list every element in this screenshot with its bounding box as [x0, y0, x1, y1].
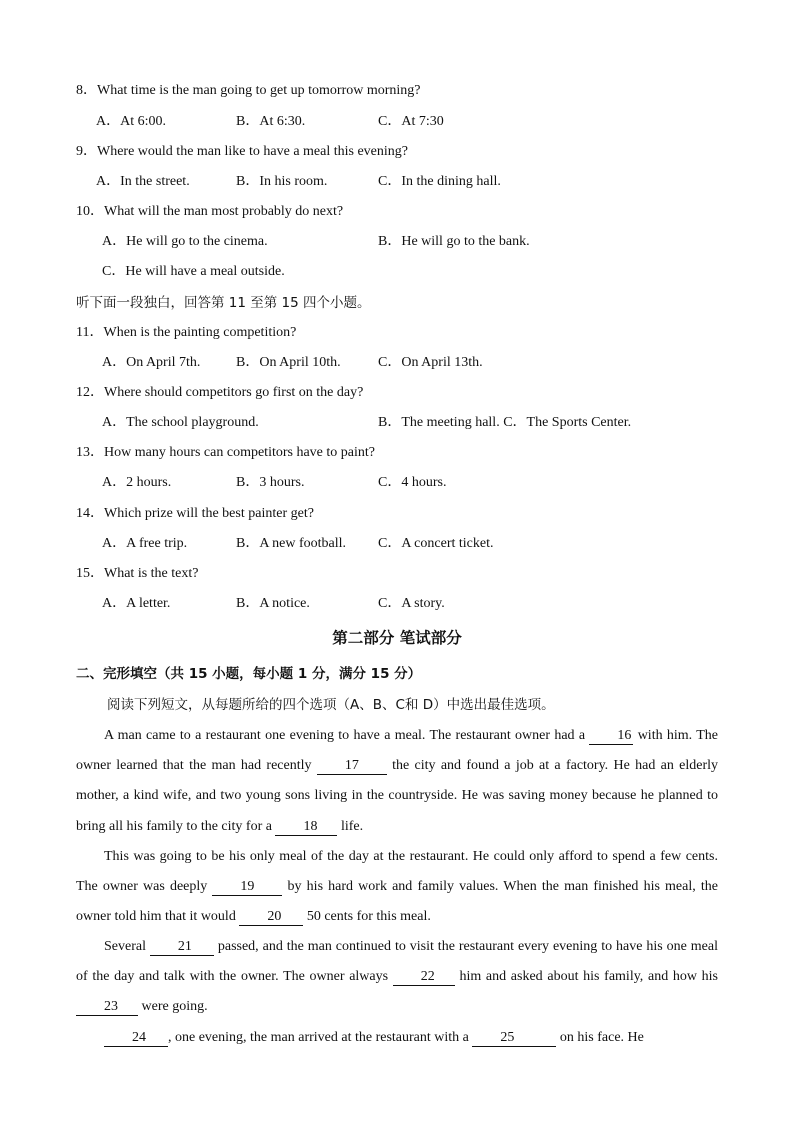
paragraph-text: with him. The owner learned that the man had recently	[76, 728, 718, 774]
question-11-stem: 11．When is the painting competition?	[76, 325, 297, 340]
question-14-option-c: C．A concert ticket.	[378, 536, 494, 551]
listening-instruction: 听下面一段独白，回答第 11 至第 15 四个小题。	[76, 295, 371, 311]
paragraph-text: This was going to be his only meal of the day at the restaurant. He could only afford to spend a few cents. The owner was deeply	[76, 849, 718, 895]
paragraph-text: Several	[104, 939, 146, 954]
question-8-option-c: C．At 7:30	[378, 114, 444, 129]
paragraph-text: life.	[337, 818, 364, 834]
question-10-stem: 10．What will the man most probably do next?	[76, 204, 344, 219]
paragraph-text: were going.	[138, 999, 208, 1015]
question-11-option-a: A．On April 7th.	[102, 355, 201, 370]
question-9-option-b: B．In his room.	[236, 174, 328, 189]
question-11-option-c: C．On April 13th.	[378, 355, 483, 370]
paragraph-text: by his hard work and family values. When the man finished his meal, the owner told him that it would	[76, 879, 718, 925]
question-15-option-c: C．A story.	[378, 596, 445, 611]
question-12-stem: 12．Where should competitors go first on the day?	[76, 385, 364, 400]
passage-paragraph-1	[76, 721, 718, 842]
paragraph-text: A man came to a restaurant one evening to have a meal. The restaurant owner had a	[104, 728, 586, 743]
question-13-option-b: B．3 hours.	[236, 475, 305, 490]
question-13-stem: 13．How many hours can competitors have to paint?	[76, 445, 375, 460]
blank-23: 23	[76, 999, 138, 1016]
question-13-option-c: C．4 hours.	[378, 475, 447, 490]
paragraph-text: him and asked about his family, and how his	[454, 969, 718, 985]
question-8-stem: 8．What time is the man going to get up tomorrow morning?	[76, 83, 421, 98]
blank-24: 24	[104, 1030, 168, 1047]
question-11-option-b: B．On April 10th.	[236, 355, 341, 370]
question-12-option-bc: B．The meeting hall. C．The Sports Center.	[378, 415, 632, 430]
question-15-stem: 15．What is the text?	[76, 566, 199, 581]
question-8-option-a: A．At 6:00.	[96, 114, 166, 129]
cloze-directions: 阅读下列短文，从每题所给的四个选项（A、B、C和 D）中选出最佳选项。	[107, 697, 555, 713]
paragraph-text: passed, and the man continued to visit the restaurant every evening to have his one meal of the day and talk with the owner. The owner always	[76, 939, 718, 985]
blank-20: 20	[239, 909, 303, 926]
question-15-option-b: B．A notice.	[236, 596, 310, 611]
question-14-option-a: A．A free trip.	[102, 536, 188, 551]
paragraph-text: 50 cents for this meal.	[303, 909, 431, 925]
question-10-option-a: A．He will go to the cinema.	[102, 234, 268, 249]
question-10-option-b: B．He will go to the bank.	[378, 234, 530, 249]
question-14-stem: 14．Which prize will the best painter get?	[76, 506, 314, 521]
paragraph-text: , one evening, the man arrived at the restaurant with a	[168, 1030, 469, 1045]
paragraph-text: on his face. He	[556, 1030, 644, 1045]
blank-25: 25	[472, 1030, 556, 1047]
question-12-option-a: A．The school playground.	[102, 415, 259, 430]
blank-19: 19	[212, 879, 282, 896]
passage-paragraph-2	[76, 842, 718, 933]
question-15-option-a: A．A letter.	[102, 596, 171, 611]
part2-title: 第二部分 笔试部分	[332, 629, 462, 647]
paragraph-text: the city and found a job at a factory. He had an elderly mother, a kind wife, and two young sons living in the countryside. He was saving money because he planned to bring all his family to the city for a	[76, 758, 719, 834]
passage-paragraph-4	[76, 1023, 718, 1053]
question-9-stem: 9．Where would the man like to have a meal this evening?	[76, 144, 409, 159]
question-9-option-a: A．In the street.	[96, 174, 190, 189]
question-9-option-c: C．In the dining hall.	[378, 174, 501, 189]
blank-18: 18	[275, 819, 337, 836]
cloze-section-heading: 二、完形填空（共 15 小题，每小题 1 分，满分 15 分）	[76, 666, 422, 682]
question-13-option-a: A．2 hours.	[102, 475, 172, 490]
passage-paragraph-3	[76, 932, 718, 1023]
blank-17: 17	[317, 758, 387, 775]
blank-16: 16	[589, 728, 633, 745]
question-14-option-b: B．A new football.	[236, 536, 347, 551]
question-10-option-c: C．He will have a meal outside.	[102, 264, 285, 279]
blank-21: 21	[150, 939, 214, 956]
blank-22: 22	[393, 969, 455, 986]
question-8-option-b: B．At 6:30.	[236, 114, 306, 129]
